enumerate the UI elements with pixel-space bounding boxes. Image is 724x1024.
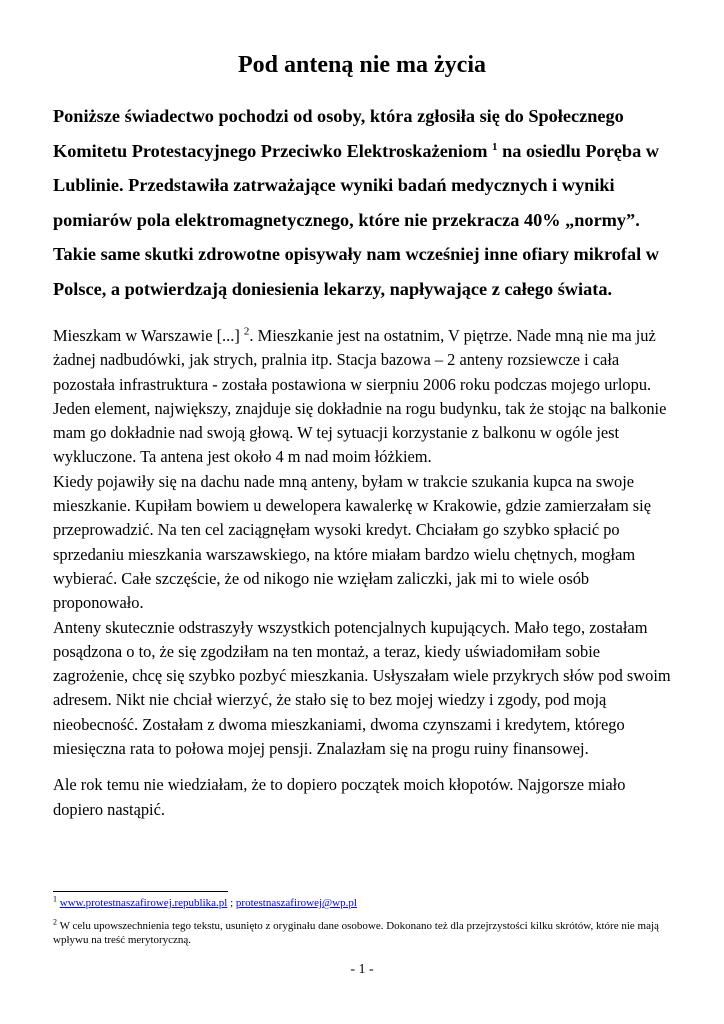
page-title: Pod anteną nie ma życia bbox=[238, 52, 486, 78]
footnotes bbox=[53, 896, 673, 956]
body-paragraph-1 bbox=[53, 324, 678, 470]
lead-text-end: na osiedlu Poręba w Lublinie. Przedstawiła zatrważające wyniki badań medycznych i wyniki pomiarów pola elektromagnetycznego, które nie przekracza 40% „normy”. Takie same skutki zdrowotne opisywały nam wcześniej inne ofiary mikrofal w Polsce, a potwierdzają doniesienia lekarzy, napływające z całego świata. bbox=[53, 140, 660, 299]
body-paragraph-3: Anteny skutecznie odstraszyły wszystkich potencjalnych kupujących. Mało tego, zostałam posądzona o to, że się zgodziłam na ten montaż, a teraz, kiedy uświadomiłam sobie zagrożenie, chcę się szybko pozbyć mieszkania. Usłyszałam wiele przykrych słów pod swoim adresem. Nikt nie chciał wierzyć, że stało się to bez mojej wiedzy i zgody, pod moją nieobecność. Zostałam z dwoma mieszkaniami, dwoma czynszami i kredytem, którego miesięczna rata to połowa mojej pensji. Znalazłam się na progu ruiny finansowej. bbox=[53, 617, 671, 759]
footnote-2-number: 2 bbox=[53, 917, 57, 927]
footnote-2-text: W celu upowszechnienia tego tekstu, usunięto z oryginału dane osobowe. Dokonano też dla przejrzystości kilku skrótów, które nie mają wpływu na treść merytoryczną. bbox=[53, 920, 659, 946]
lead-text-start: Poniższe świadectwo pochodzi od osoby, która zgłosiła się do Społecznego Komitetu Protestacyjnego Przeciwko Elektroskażeniom bbox=[53, 106, 624, 161]
body-paragraph-4: Ale rok temu nie wiedziałam, że to dopiero początek moich kłopotów. Najgorsze miało dopiero nastąpić. bbox=[53, 775, 626, 819]
footnote-ref-2[interactable]: 2 bbox=[243, 325, 250, 338]
footnote-2 bbox=[53, 919, 673, 947]
footnote-1 bbox=[53, 896, 673, 910]
body-paragraph-1-end: . Mieszkanie jest na ostatnim, V piętrze. Nade mną nie ma już żadnej nadbudówki, jak strych, pralnia itp. Stacja bazowa – 2 anteny rozsiewcze i cała pozostała infrastruktura - została postawiona w sierpniu 2006 roku podczas mojego urlopu. Jeden element, największy, znajduje się dokładnie na rogu budynku, tak że stojąc na balkonie mam go dokładnie nad swoją głową. W tej sytuacji korzystanie z balkonu w ogóle jest wykluczone. Ta antena jest około 4 m nad moim łóżkiem. bbox=[53, 326, 667, 467]
body-paragraph-1-start: Mieszkam w Warszawie [...] bbox=[53, 326, 240, 345]
footnote-1-separator: ; bbox=[227, 897, 236, 909]
footnote-ref-1[interactable]: 1 bbox=[492, 140, 498, 153]
body-paragraph-2: Kiedy pojawiły się na dachu nade mną anteny, byłam w trakcie szukania kupca na swoje mieszkanie. Kupiłam bowiem u dewelopera kawalerkę w Krakowie, gdzie zamierzałam się przeprowadzić. Na ten cel zaciągnęłam wysoki kredyt. Chciałam go szybko spłacić po sprzedaniu mieszkania warszawskiego, na które miałam bardzo wielu chętnych, mogłam wybierać. Całe szczęście, że od nikogo nie wzięłam zaliczki, jak mi to wiele osób proponowało. bbox=[53, 471, 652, 613]
body-text bbox=[53, 324, 678, 822]
page-number: - 1 - bbox=[350, 962, 374, 977]
footnote-1-website-link[interactable]: www.protestnaszafirowej.republika.pl bbox=[59, 897, 228, 909]
footnote-1-email-link[interactable]: protestnaszafirowej@wp.pl bbox=[235, 897, 357, 909]
footnote-separator bbox=[53, 891, 228, 892]
lead-paragraph bbox=[53, 99, 675, 306]
footnote-1-number: 1 bbox=[53, 894, 57, 904]
